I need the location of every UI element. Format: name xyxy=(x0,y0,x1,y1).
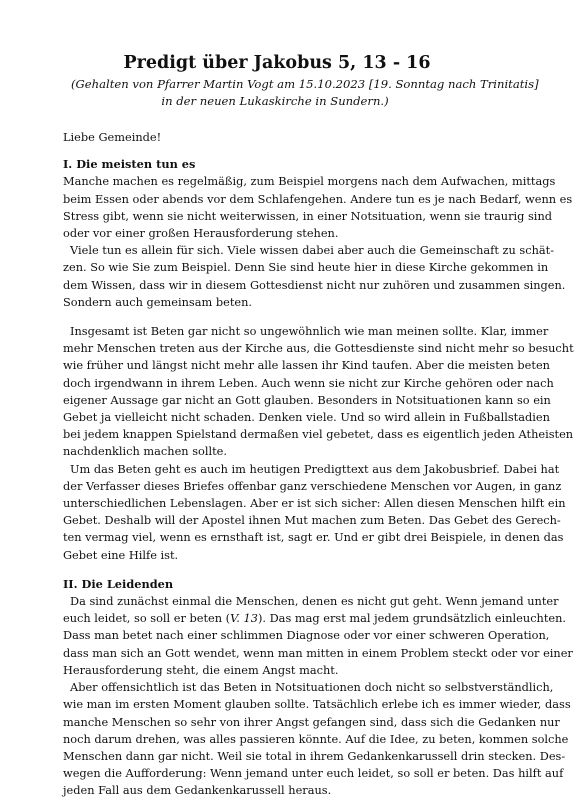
text-line: dass man sich an Gott wendet, wenn man mitten in einem Problem steckt oder vor einer xyxy=(63,645,573,660)
text-line: wegen die Aufforderung: Wenn jemand unter euch leidet, so soll er beten. Das hilft auf xyxy=(63,766,564,781)
verse-reference: V. 13 xyxy=(230,611,258,626)
paragraph-2-2 xyxy=(63,679,571,799)
text-line: Menschen dann gar nicht. Weil sie total in ihrem Gedankenkarussell drin stecken. Des- xyxy=(63,748,566,763)
text-line: doch irgendwann in ihrem Leben. Auch wenn sie nicht zur Kirche gehören oder nach xyxy=(63,375,554,390)
section-heading-2: II. Die Leidenden xyxy=(63,576,174,591)
text-line: Aber offensichtlich ist das Beten in Notsituationen doch nicht so selbstverständlich, xyxy=(70,680,554,695)
text-line: bei jedem knappen Spielstand dermaßen viel gebetet, dass es eigentlich jeden Atheisten xyxy=(63,427,574,442)
subtitle-line-1: (Gehalten von Pfarrer Martin Vogt am 15.10.2023 [19. Sonntag nach Trinitatis] xyxy=(71,77,539,91)
text-line: unterschiedlichen Lebenslagen. Aber er ist sich sicher: Allen diesen Menschen hilft ein xyxy=(63,496,566,511)
text-line: noch darum drehen, was alles passieren könnte. Auf die Idee, zu beten, kommen solche xyxy=(63,731,569,746)
text-line: Viele tun es allein für sich. Viele wissen dabei aber auch die Gemeinschaft zu schät- xyxy=(70,243,555,258)
sermon-title: Predigt über Jakobus 5, 13 - 16 xyxy=(123,53,431,73)
text-line: Da sind zunächst einmal die Menschen, denen es nicht gut geht. Wenn jemand unter xyxy=(70,594,559,609)
text-line: ten vermag viel, wenn es ernsthaft ist, sagt er. Und er gibt drei Beispiele, in denen das xyxy=(63,530,564,545)
text-fragment: euch leidet, so soll er beten ( xyxy=(63,611,231,626)
text-line: Dass man betet nach einer schlimmen Diagnose oder vor einer schweren Operation, xyxy=(63,628,550,643)
paragraph-1-1 xyxy=(63,173,573,242)
text-line: Um das Beten geht es auch im heutigen Predigttext aus dem Jakobusbrief. Dabei hat xyxy=(70,461,560,476)
salutation: Liebe Gemeinde! xyxy=(63,130,162,144)
sermon-body xyxy=(63,129,574,800)
text-line: manche Menschen so sehr von ihrer Angst gefangen sind, dass sich die Gedanken nur xyxy=(63,714,560,729)
text-line: Manche machen es regelmäßig, zum Beispiel morgens nach dem Aufwachen, mittags xyxy=(63,174,556,189)
sermon-subtitle xyxy=(63,76,539,110)
text-line: beim Essen oder abends vor dem Schlafengehen. Andere tun es je nach Bedarf, wenn es xyxy=(63,191,573,206)
text-line: Herausforderung steht, die einem Angst macht. xyxy=(63,662,339,677)
text-line: der Verfasser dieses Briefes offenbar ganz verschiedene Menschen vor Augen, in ganz xyxy=(63,478,562,493)
text-line: wie man im ersten Moment glauben sollte. Tatsächlich erlebe ich es immer wieder, dass xyxy=(63,697,571,712)
text-line: Gebet ja vielleicht nicht schaden. Denken viele. Und so wird allein in Fußballstadien xyxy=(63,410,550,425)
text-line: eigener Aussage gar nicht an Gott glauben. Besonders in Notsituationen kann so ein xyxy=(63,392,551,407)
paragraph-1-3 xyxy=(63,323,574,461)
section-heading-1: I. Die meisten tun es xyxy=(63,157,196,172)
text-line: oder vor einer großen Herausforderung stehen. xyxy=(63,226,339,241)
text-line: zen. So wie Sie zum Beispiel. Denn Sie sind heute hier in diese Kirche gekommen in xyxy=(63,260,549,275)
text-line: Sondern auch gemeinsam beten. xyxy=(63,294,253,309)
text-line: jeden Fall aus dem Gedankenkarussell heraus. xyxy=(63,783,332,798)
paragraph-2-1 xyxy=(63,593,573,679)
text-line: Gebet. Deshalb will der Apostel ihnen Mut machen zum Beten. Das Gebet des Gerech- xyxy=(63,513,561,528)
subtitle-line-2: in der neuen Lukaskirche in Sundern.) xyxy=(161,94,389,108)
paragraph-1-2 xyxy=(63,242,566,311)
text-line: Gebet eine Hilfe ist. xyxy=(63,547,179,562)
text-line: dem Wissen, dass wir in diesem Gottesdienst nicht nur zuhören und zusammen singen. xyxy=(63,277,566,292)
text-line-with-reference xyxy=(63,610,567,627)
text-line: nachdenklich machen sollte. xyxy=(63,444,227,459)
text-line: Stress gibt, wenn sie nicht weiterwissen, in einer Notsituation, wenn sie traurig sind xyxy=(63,208,553,223)
text-line: Insgesamt ist Beten gar nicht so ungewöhnlich wie man meinen sollte. Klar, immer xyxy=(70,324,549,339)
paragraph-1-4 xyxy=(63,461,566,564)
text-fragment: ). Das mag erst mal jedem grundsätzlich einleuchten. xyxy=(257,611,567,626)
text-line: mehr Menschen treten aus der Kirche aus, die Gottesdienste sind nicht mehr so besucht xyxy=(63,341,574,356)
text-line: wie früher und längst nicht mehr alle lassen ihr Kind taufen. Aber die meisten beten xyxy=(63,358,550,373)
